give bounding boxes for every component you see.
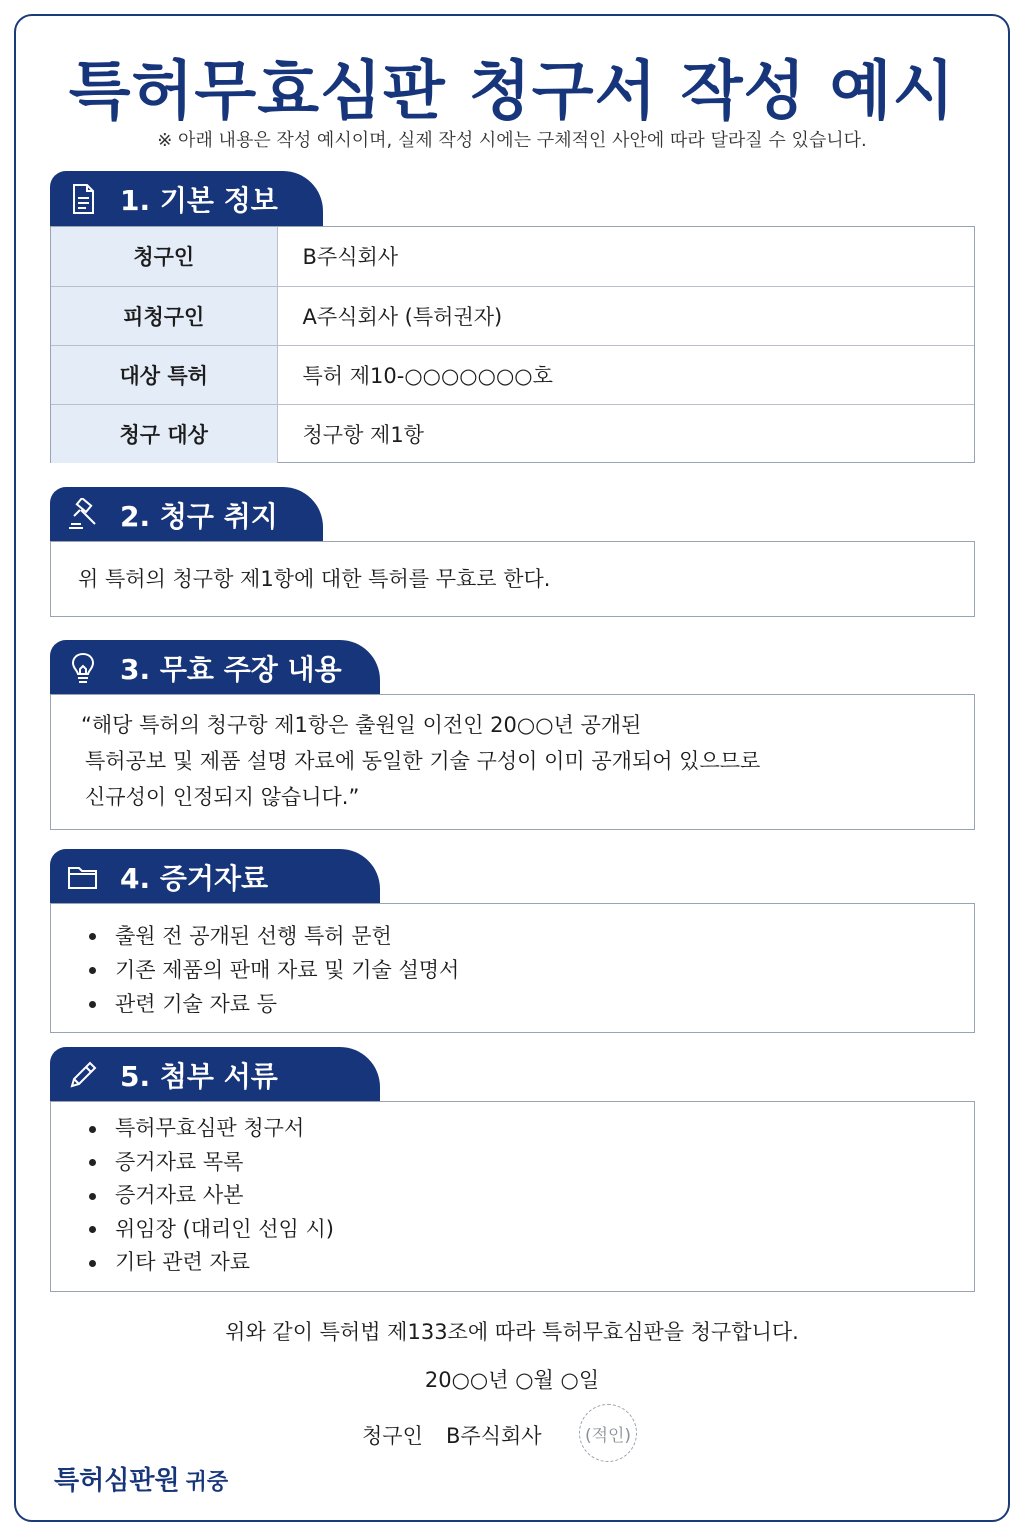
section-3-title: 3. 무효 주장 내용 bbox=[120, 653, 342, 686]
addressee bbox=[54, 1460, 228, 1497]
list-item: 기존 제품의 판매 자료 및 기술 설명서 bbox=[51, 953, 974, 987]
claim-purpose-box bbox=[50, 541, 975, 617]
section-4-title: 4. 증거자료 bbox=[120, 862, 269, 895]
list-item: 증거자료 목록 bbox=[51, 1146, 974, 1180]
list-item: 출원 전 공개된 선행 특허 문헌 bbox=[51, 919, 974, 953]
lightbulb-icon bbox=[64, 649, 102, 687]
seal-placeholder bbox=[579, 1404, 637, 1462]
argument-line: 신규성이 인정되지 않습니다.” bbox=[85, 785, 360, 809]
table-row bbox=[51, 227, 974, 286]
closing-statement: 위와 같이 특허법 제133조에 따라 특허무효심판을 청구합니다. bbox=[225, 1320, 799, 1344]
list-item: 특허무효심판 청구서 bbox=[51, 1112, 974, 1146]
table-row bbox=[51, 404, 974, 463]
gavel-icon bbox=[64, 496, 102, 534]
addressee-honorific: 귀중 bbox=[185, 1470, 229, 1495]
signer-name: B주식회사 bbox=[446, 1424, 542, 1448]
row-key: 피청구인 bbox=[51, 286, 277, 345]
row-value: 청구항 제1항 bbox=[302, 422, 424, 447]
section-5-header bbox=[50, 1047, 380, 1103]
row-key: 청구 대상 bbox=[51, 404, 277, 463]
pencil-icon bbox=[64, 1056, 102, 1094]
claim-purpose-text: 위 특허의 청구항 제1항에 대한 특허를 무효로 한다. bbox=[78, 567, 551, 591]
document-icon bbox=[64, 180, 102, 218]
attachments-list bbox=[51, 1112, 974, 1280]
section-1-title: 1. 기본 정보 bbox=[120, 184, 278, 217]
evidence-list bbox=[51, 919, 974, 1021]
row-value: A주식회사 (특허권자) bbox=[277, 286, 974, 345]
seal-text: (적인) bbox=[584, 1425, 632, 1446]
section-2-header bbox=[50, 487, 323, 543]
invalidity-argument-box bbox=[50, 694, 975, 830]
page-title: 특허무효심판 청구서 작성 예시 bbox=[68, 55, 956, 129]
basic-info-table bbox=[51, 227, 974, 463]
folder-icon bbox=[64, 858, 102, 896]
list-item: 기타 관련 자료 bbox=[51, 1246, 974, 1280]
argument-line: “해당 특허의 청구항 제1항은 출원일 이전인 20○○년 공개된 bbox=[81, 713, 642, 737]
argument-line: 특허공보 및 제품 설명 자료에 동일한 기술 구성이 이미 공개되어 있으므로 bbox=[85, 749, 761, 773]
attachments-box bbox=[50, 1101, 975, 1292]
list-item: 위임장 (대리인 선임 시) bbox=[51, 1213, 974, 1247]
list-item: 관련 기술 자료 등 bbox=[51, 987, 974, 1021]
filing-date: 20○○년 ○월 ○일 bbox=[424, 1368, 600, 1392]
section-3-header bbox=[50, 640, 380, 696]
row-value: B주식회사 bbox=[277, 227, 974, 286]
section-5-title: 5. 첨부 서류 bbox=[120, 1060, 278, 1093]
evidence-box bbox=[50, 903, 975, 1033]
table-row bbox=[51, 286, 974, 345]
section-4-header bbox=[50, 849, 380, 905]
list-item: 증거자료 사본 bbox=[51, 1179, 974, 1213]
basic-info-table-box bbox=[50, 226, 975, 463]
section-1-header bbox=[50, 171, 323, 227]
signer-label: 청구인 bbox=[362, 1424, 423, 1448]
row-key: 청구인 bbox=[51, 227, 277, 286]
table-row bbox=[51, 345, 974, 404]
section-2-title: 2. 청구 취지 bbox=[120, 500, 278, 533]
page-subtitle: ※ 아래 내용은 작성 예시이며, 실제 작성 시에는 구체적인 사안에 따라 달라질 수 있습니다. bbox=[157, 130, 867, 151]
row-value: 특허 제10-○○○○○○○호 bbox=[277, 345, 974, 404]
addressee-name: 특허심판원 bbox=[54, 1466, 180, 1496]
row-key: 대상 특허 bbox=[51, 345, 277, 404]
